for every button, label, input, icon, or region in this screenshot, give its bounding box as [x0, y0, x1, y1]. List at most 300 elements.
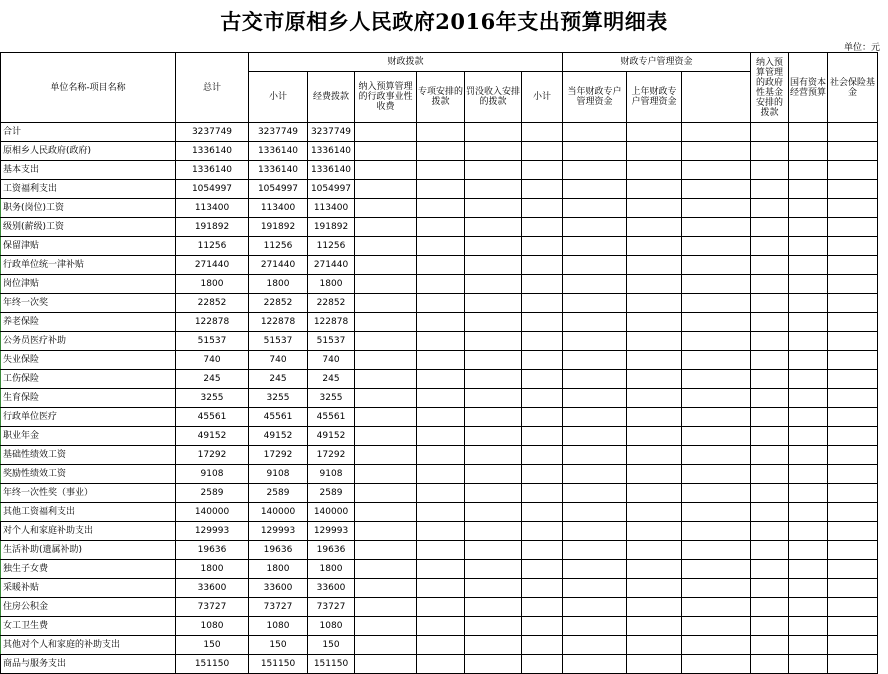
empty-cell — [751, 427, 789, 446]
empty-cell — [682, 180, 751, 199]
row-subtotal: 45561 — [249, 408, 308, 427]
empty-cell — [751, 484, 789, 503]
empty-cell — [563, 275, 627, 294]
empty-cell — [465, 598, 522, 617]
row-funding: 17292 — [308, 446, 355, 465]
empty-cell — [682, 484, 751, 503]
row-name: 岗位津贴 — [1, 275, 176, 294]
row-subtotal: 2589 — [249, 484, 308, 503]
table-row — [1, 370, 878, 389]
row-name: 保留津贴 — [1, 237, 176, 256]
empty-cell — [355, 636, 417, 655]
row-total: 11256 — [176, 237, 249, 256]
empty-cell — [627, 351, 682, 370]
empty-cell — [627, 123, 682, 142]
empty-cell — [751, 218, 789, 237]
empty-cell — [828, 275, 878, 294]
empty-cell — [751, 180, 789, 199]
empty-cell — [682, 351, 751, 370]
empty-cell — [789, 256, 828, 275]
empty-cell — [682, 370, 751, 389]
row-funding: 1054997 — [308, 180, 355, 199]
empty-cell — [789, 598, 828, 617]
empty-cell — [522, 256, 563, 275]
row-subtotal: 11256 — [249, 237, 308, 256]
empty-cell — [522, 332, 563, 351]
empty-cell — [751, 408, 789, 427]
empty-cell — [627, 503, 682, 522]
row-subtotal: 740 — [249, 351, 308, 370]
row-total: 2589 — [176, 484, 249, 503]
empty-cell — [465, 655, 522, 674]
empty-cell — [682, 237, 751, 256]
row-name: 基本支出 — [1, 161, 176, 180]
row-total: 3237749 — [176, 123, 249, 142]
empty-cell — [627, 332, 682, 351]
empty-cell — [828, 370, 878, 389]
row-name: 基础性绩效工资 — [1, 446, 176, 465]
empty-cell — [355, 237, 417, 256]
header-state-capital: 国有资本经营预算 — [789, 53, 828, 123]
empty-cell — [465, 237, 522, 256]
row-name: 商品与服务支出 — [1, 655, 176, 674]
empty-cell — [789, 465, 828, 484]
empty-cell — [563, 161, 627, 180]
header-unit-project-name: 单位名称-项目名称 — [1, 53, 176, 123]
empty-cell — [563, 332, 627, 351]
empty-cell — [355, 484, 417, 503]
row-funding: 740 — [308, 351, 355, 370]
table-row — [1, 541, 878, 560]
row-funding: 113400 — [308, 199, 355, 218]
empty-cell — [751, 256, 789, 275]
row-funding: 129993 — [308, 522, 355, 541]
header-special-allocation: 专项安排的拨款 — [417, 72, 465, 123]
empty-cell — [355, 598, 417, 617]
empty-cell — [789, 655, 828, 674]
empty-cell — [828, 161, 878, 180]
row-subtotal: 245 — [249, 370, 308, 389]
row-funding: 73727 — [308, 598, 355, 617]
empty-cell — [751, 579, 789, 598]
empty-cell — [355, 332, 417, 351]
empty-cell — [789, 389, 828, 408]
table-row — [1, 256, 878, 275]
empty-cell — [417, 199, 465, 218]
row-funding: 151150 — [308, 655, 355, 674]
row-total: 17292 — [176, 446, 249, 465]
row-name: 职务(岗位)工资 — [1, 199, 176, 218]
table-row — [1, 180, 878, 199]
row-total: 1800 — [176, 275, 249, 294]
empty-cell — [417, 598, 465, 617]
header-total: 总计 — [176, 53, 249, 123]
row-funding: 22852 — [308, 294, 355, 313]
empty-cell — [751, 541, 789, 560]
empty-cell — [355, 142, 417, 161]
empty-cell — [751, 294, 789, 313]
row-name: 行政单位统一津补贴 — [1, 256, 176, 275]
empty-cell — [522, 199, 563, 218]
empty-cell — [789, 237, 828, 256]
empty-cell — [417, 256, 465, 275]
empty-cell — [417, 161, 465, 180]
empty-cell — [751, 123, 789, 142]
empty-cell — [789, 123, 828, 142]
empty-cell — [751, 617, 789, 636]
empty-cell — [417, 636, 465, 655]
empty-cell — [828, 237, 878, 256]
empty-cell — [828, 199, 878, 218]
empty-cell — [417, 446, 465, 465]
empty-cell — [789, 275, 828, 294]
empty-cell — [522, 275, 563, 294]
header-last-year-funds: 上年财政专户管理资金 — [627, 72, 682, 123]
empty-cell — [355, 275, 417, 294]
empty-cell — [627, 655, 682, 674]
empty-cell — [522, 351, 563, 370]
empty-cell — [828, 579, 878, 598]
row-subtotal: 1336140 — [249, 161, 308, 180]
row-total: 129993 — [176, 522, 249, 541]
empty-cell — [465, 123, 522, 142]
empty-cell — [355, 465, 417, 484]
empty-cell — [627, 218, 682, 237]
empty-cell — [563, 465, 627, 484]
empty-cell — [417, 465, 465, 484]
empty-cell — [522, 617, 563, 636]
empty-cell — [789, 522, 828, 541]
empty-cell — [682, 332, 751, 351]
empty-cell — [627, 389, 682, 408]
empty-cell — [522, 446, 563, 465]
row-name: 年终一次奖 — [1, 294, 176, 313]
empty-cell — [682, 408, 751, 427]
empty-cell — [522, 180, 563, 199]
empty-cell — [465, 636, 522, 655]
row-name: 对个人和家庭补助支出 — [1, 522, 176, 541]
row-subtotal: 33600 — [249, 579, 308, 598]
empty-cell — [522, 522, 563, 541]
row-name: 生活补助(遗属补助) — [1, 541, 176, 560]
row-funding: 140000 — [308, 503, 355, 522]
empty-cell — [522, 370, 563, 389]
header-social-insurance: 社会保险基金 — [828, 53, 878, 123]
empty-cell — [522, 598, 563, 617]
empty-cell — [627, 617, 682, 636]
empty-cell — [465, 351, 522, 370]
row-total: 122878 — [176, 313, 249, 332]
header-current-year-funds: 当年财政专户管理资金 — [563, 72, 627, 123]
empty-cell — [828, 655, 878, 674]
empty-cell — [355, 294, 417, 313]
budget-table — [0, 52, 878, 674]
row-total: 51537 — [176, 332, 249, 351]
row-name: 失业保险 — [1, 351, 176, 370]
empty-cell — [563, 484, 627, 503]
empty-cell — [789, 579, 828, 598]
empty-cell — [465, 503, 522, 522]
row-total: 22852 — [176, 294, 249, 313]
table-row — [1, 446, 878, 465]
empty-cell — [563, 218, 627, 237]
row-name: 级别(薪级)工资 — [1, 218, 176, 237]
row-funding: 1800 — [308, 275, 355, 294]
empty-cell — [563, 351, 627, 370]
empty-cell — [522, 237, 563, 256]
row-total: 1054997 — [176, 180, 249, 199]
empty-cell — [465, 332, 522, 351]
empty-cell — [789, 484, 828, 503]
empty-cell — [789, 370, 828, 389]
empty-cell — [627, 294, 682, 313]
empty-cell — [828, 598, 878, 617]
empty-cell — [522, 123, 563, 142]
row-name: 原相乡人民政府(政府) — [1, 142, 176, 161]
empty-cell — [828, 465, 878, 484]
header-group-special-account: 财政专户管理资金 — [563, 53, 751, 72]
empty-cell — [355, 199, 417, 218]
row-total: 9108 — [176, 465, 249, 484]
empty-cell — [417, 180, 465, 199]
empty-cell — [417, 617, 465, 636]
empty-cell — [417, 123, 465, 142]
empty-cell — [465, 446, 522, 465]
empty-cell — [417, 351, 465, 370]
row-subtotal: 73727 — [249, 598, 308, 617]
empty-cell — [751, 503, 789, 522]
empty-cell — [751, 655, 789, 674]
empty-cell — [627, 522, 682, 541]
row-funding: 45561 — [308, 408, 355, 427]
empty-cell — [627, 579, 682, 598]
empty-cell — [563, 655, 627, 674]
empty-cell — [563, 256, 627, 275]
row-funding: 150 — [308, 636, 355, 655]
empty-cell — [789, 408, 828, 427]
empty-cell — [355, 256, 417, 275]
empty-cell — [627, 275, 682, 294]
empty-cell — [789, 199, 828, 218]
header-fiscal-subtotal: 小计 — [249, 72, 308, 123]
empty-cell — [417, 218, 465, 237]
empty-cell — [627, 142, 682, 161]
row-total: 45561 — [176, 408, 249, 427]
empty-cell — [417, 503, 465, 522]
empty-cell — [751, 161, 789, 180]
empty-cell — [417, 294, 465, 313]
empty-cell — [355, 522, 417, 541]
row-funding: 122878 — [308, 313, 355, 332]
row-subtotal: 3237749 — [249, 123, 308, 142]
row-subtotal: 129993 — [249, 522, 308, 541]
row-name: 年终一次性奖（事业） — [1, 484, 176, 503]
row-subtotal: 1336140 — [249, 142, 308, 161]
row-funding: 1336140 — [308, 142, 355, 161]
empty-cell — [828, 503, 878, 522]
header-funding: 经费拨款 — [308, 72, 355, 123]
row-name: 女工卫生费 — [1, 617, 176, 636]
empty-cell — [789, 351, 828, 370]
empty-cell — [563, 313, 627, 332]
table-row — [1, 275, 878, 294]
empty-cell — [465, 541, 522, 560]
empty-cell — [789, 560, 828, 579]
table-row — [1, 199, 878, 218]
row-subtotal: 113400 — [249, 199, 308, 218]
empty-cell — [828, 484, 878, 503]
row-name: 工资福利支出 — [1, 180, 176, 199]
row-subtotal: 17292 — [249, 446, 308, 465]
row-subtotal: 191892 — [249, 218, 308, 237]
empty-cell — [355, 218, 417, 237]
row-name: 职业年金 — [1, 427, 176, 446]
empty-cell — [522, 408, 563, 427]
empty-cell — [627, 541, 682, 560]
empty-cell — [828, 541, 878, 560]
empty-cell — [465, 313, 522, 332]
empty-cell — [522, 560, 563, 579]
empty-cell — [751, 351, 789, 370]
empty-cell — [417, 655, 465, 674]
empty-cell — [417, 427, 465, 446]
table-row — [1, 237, 878, 256]
empty-cell — [682, 598, 751, 617]
empty-cell — [789, 180, 828, 199]
empty-cell — [563, 199, 627, 218]
empty-cell — [417, 389, 465, 408]
empty-cell — [789, 617, 828, 636]
empty-cell — [465, 256, 522, 275]
empty-cell — [682, 579, 751, 598]
empty-cell — [682, 617, 751, 636]
row-total: 191892 — [176, 218, 249, 237]
empty-cell — [682, 142, 751, 161]
empty-cell — [682, 313, 751, 332]
empty-cell — [417, 370, 465, 389]
row-total: 1336140 — [176, 142, 249, 161]
row-total: 73727 — [176, 598, 249, 617]
empty-cell — [751, 446, 789, 465]
row-funding: 51537 — [308, 332, 355, 351]
empty-cell — [355, 655, 417, 674]
empty-cell — [627, 256, 682, 275]
table-row — [1, 142, 878, 161]
empty-cell — [465, 370, 522, 389]
row-total: 150 — [176, 636, 249, 655]
empty-cell — [355, 427, 417, 446]
empty-cell — [417, 408, 465, 427]
empty-cell — [682, 294, 751, 313]
empty-cell — [751, 332, 789, 351]
table-row — [1, 313, 878, 332]
empty-cell — [627, 408, 682, 427]
row-total: 19636 — [176, 541, 249, 560]
row-subtotal: 19636 — [249, 541, 308, 560]
empty-cell — [789, 636, 828, 655]
empty-cell — [751, 370, 789, 389]
empty-cell — [682, 446, 751, 465]
empty-cell — [465, 294, 522, 313]
empty-cell — [682, 465, 751, 484]
table-row — [1, 484, 878, 503]
row-funding: 9108 — [308, 465, 355, 484]
empty-cell — [563, 636, 627, 655]
empty-cell — [355, 351, 417, 370]
row-name: 奖励性绩效工资 — [1, 465, 176, 484]
empty-cell — [828, 522, 878, 541]
empty-cell — [751, 636, 789, 655]
empty-cell — [751, 465, 789, 484]
row-total: 3255 — [176, 389, 249, 408]
row-total: 1080 — [176, 617, 249, 636]
row-subtotal: 150 — [249, 636, 308, 655]
row-name: 合计 — [1, 123, 176, 142]
empty-cell — [417, 484, 465, 503]
empty-cell — [563, 408, 627, 427]
table-row — [1, 655, 878, 674]
row-funding: 1080 — [308, 617, 355, 636]
row-total: 49152 — [176, 427, 249, 446]
empty-cell — [563, 180, 627, 199]
empty-cell — [682, 161, 751, 180]
row-name: 行政单位医疗 — [1, 408, 176, 427]
row-funding: 11256 — [308, 237, 355, 256]
row-subtotal: 3255 — [249, 389, 308, 408]
empty-cell — [522, 541, 563, 560]
row-name: 生育保险 — [1, 389, 176, 408]
row-total: 1800 — [176, 560, 249, 579]
empty-cell — [465, 522, 522, 541]
empty-cell — [563, 123, 627, 142]
empty-cell — [465, 218, 522, 237]
empty-cell — [627, 427, 682, 446]
row-name: 采暖补贴 — [1, 579, 176, 598]
table-row — [1, 351, 878, 370]
empty-cell — [789, 503, 828, 522]
empty-cell — [751, 142, 789, 161]
empty-cell — [355, 389, 417, 408]
row-subtotal: 122878 — [249, 313, 308, 332]
empty-cell — [465, 161, 522, 180]
row-funding: 49152 — [308, 427, 355, 446]
empty-cell — [355, 579, 417, 598]
empty-cell — [751, 389, 789, 408]
empty-cell — [465, 199, 522, 218]
empty-cell — [417, 522, 465, 541]
row-funding: 3255 — [308, 389, 355, 408]
empty-cell — [563, 522, 627, 541]
table-row — [1, 218, 878, 237]
empty-cell — [627, 446, 682, 465]
row-total: 140000 — [176, 503, 249, 522]
empty-cell — [682, 275, 751, 294]
table-row — [1, 503, 878, 522]
row-subtotal: 1800 — [249, 560, 308, 579]
empty-cell — [828, 389, 878, 408]
empty-cell — [417, 142, 465, 161]
row-subtotal: 1080 — [249, 617, 308, 636]
empty-cell — [789, 142, 828, 161]
page-title: 古交市原相乡人民政府2016年支出预算明细表 — [220, 9, 668, 34]
empty-cell — [751, 313, 789, 332]
empty-cell — [355, 180, 417, 199]
empty-cell — [751, 199, 789, 218]
header-group-fiscal: 财政拨款 — [249, 53, 563, 72]
row-subtotal: 1054997 — [249, 180, 308, 199]
empty-cell — [563, 427, 627, 446]
empty-cell — [627, 180, 682, 199]
